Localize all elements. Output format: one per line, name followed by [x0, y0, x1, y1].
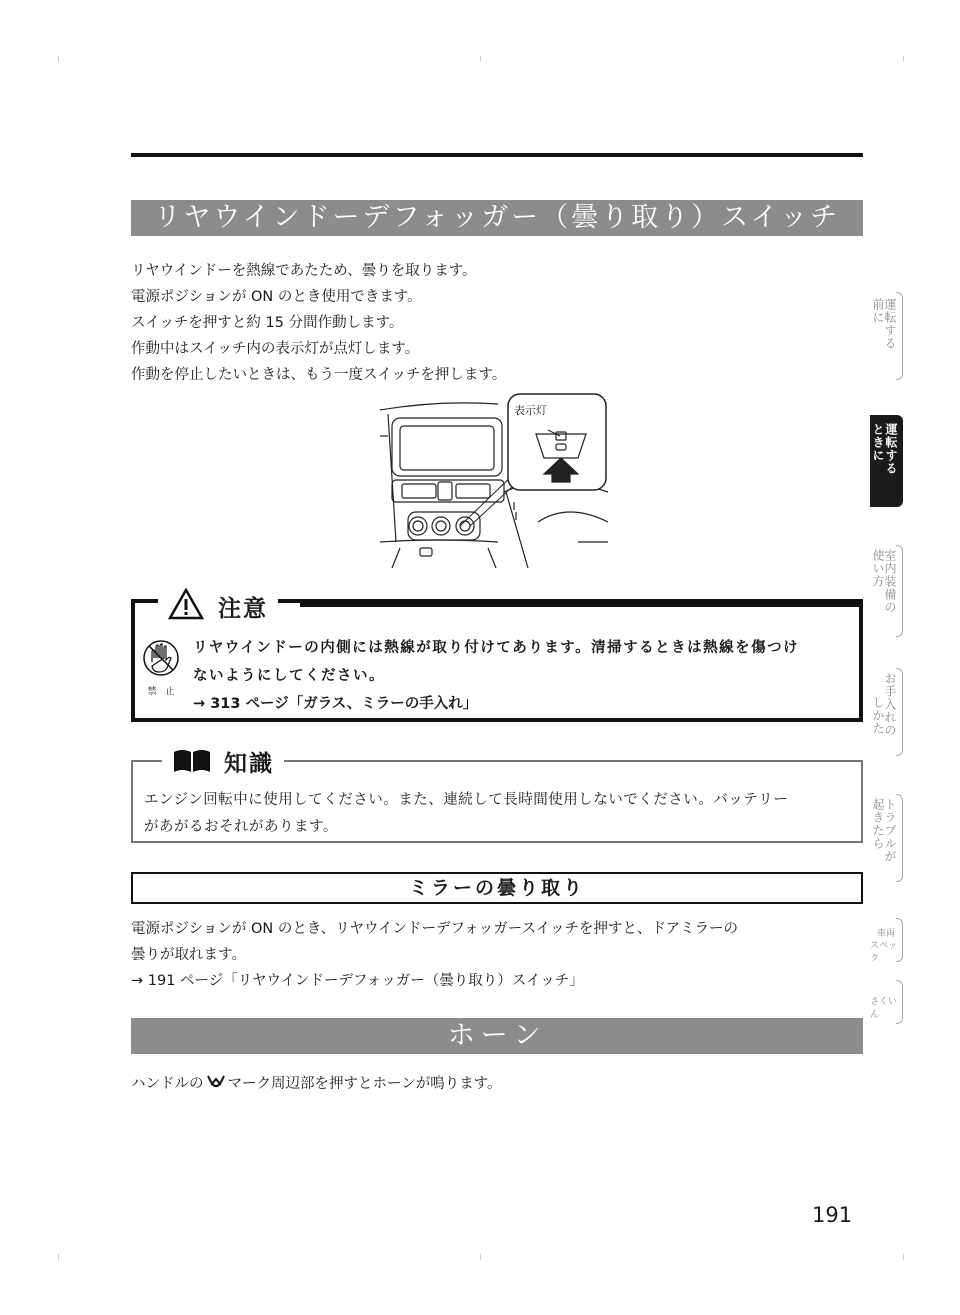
crop-mark — [903, 56, 904, 62]
body-line: リヤウインドーを熱線であたため、曇りを取ります。 — [131, 263, 477, 279]
crop-mark — [58, 56, 59, 62]
knowledge-body — [144, 787, 856, 841]
tab-label: ときに — [871, 423, 885, 462]
horn-text-before: ハンドルの — [131, 1076, 204, 1092]
body-line: 作動中はスイッチ内の表示灯が点灯します。 — [131, 341, 420, 357]
indicator-label: 表示灯 — [514, 404, 547, 417]
book-icon — [172, 746, 212, 778]
caution-header — [158, 588, 278, 624]
tab-label: 運転する — [884, 423, 898, 475]
tab-label: 車両 — [877, 929, 896, 939]
tab-label: しかた — [871, 696, 885, 735]
tab-label: 室内装備の — [883, 549, 897, 614]
side-tab-maintenance[interactable] — [870, 668, 903, 756]
tab-label: 起きたら — [871, 798, 885, 850]
dashboard-illustration — [378, 392, 618, 568]
caution-line: リヤウインドーの内側には熱線が取り付けてあります。清掃するときは熱線を傷つけ — [193, 640, 800, 656]
horn-body — [131, 1072, 502, 1093]
tab-label: 運転する — [883, 298, 897, 350]
tab-label: 使い方 — [871, 549, 885, 588]
section-body — [131, 258, 871, 388]
side-tab-index[interactable] — [870, 980, 903, 1024]
tab-label: お手入れの — [883, 672, 897, 737]
section-title: リヤウインドーデフォッガー（曇り取り）スイッチ — [131, 200, 863, 236]
mirror-line: 曇りが取れます。 — [131, 947, 246, 963]
caution-title: 注意 — [218, 595, 268, 622]
side-tab-specs[interactable] — [870, 918, 903, 962]
mirror-body — [131, 916, 871, 994]
body-line: 作動を停止したいときは、もう一度スイッチを押します。 — [131, 367, 507, 383]
caution-ref: → 313 ページ「ガラス、ミラーの手入れ」 — [193, 696, 478, 712]
crop-mark — [480, 1254, 481, 1260]
tab-label: トラブルが — [883, 798, 897, 863]
tab-label: 前に — [871, 298, 885, 324]
side-tab-while-driving[interactable] — [870, 415, 903, 507]
body-line: スイッチを押すと約 15 分間作動します。 — [131, 315, 404, 331]
horn-icon — [207, 1074, 225, 1092]
caution-body — [193, 634, 853, 718]
knowledge-header — [162, 745, 284, 778]
crop-mark — [58, 1254, 59, 1260]
side-tab-interior[interactable] — [870, 545, 903, 637]
horn-text-after: マーク周辺部を押すとホーンが鳴ります。 — [227, 1076, 502, 1092]
mirror-line: 電源ポジションが ON のとき、リヤウインドーデフォッガースイッチを押すと、ドアミラーの — [131, 921, 739, 937]
side-tab-before-driving[interactable] — [870, 292, 903, 380]
header-rule — [131, 153, 863, 157]
mirror-ref: → 191 ページ「リヤウインドーデフォッガー（曇り取り）スイッチ」 — [131, 973, 584, 989]
warning-triangle-icon — [168, 588, 204, 624]
caution-top-line — [300, 599, 863, 607]
tab-label: さくいん — [870, 997, 898, 1020]
knowledge-line: があがるおそれがあります。 — [144, 819, 338, 835]
prohibit-label: 禁 止 — [147, 687, 175, 697]
mirror-title: ミラーの曇り取り — [131, 872, 863, 904]
horn-title: ホーン — [131, 1018, 863, 1054]
caution-line: ないようにしてください。 — [193, 668, 385, 684]
prohibit-icon — [141, 638, 181, 700]
body-line: 電源ポジションが ON のとき使用できます。 — [131, 289, 422, 305]
crop-mark — [480, 56, 481, 62]
knowledge-line: エンジン回転中に使用してください。また、連続して長時間使用しないでください。バッテリー — [144, 792, 789, 808]
tab-label: スペック — [870, 941, 898, 964]
side-tab-trouble[interactable] — [870, 794, 903, 882]
knowledge-title: 知識 — [224, 751, 274, 777]
crop-mark — [903, 1254, 904, 1260]
page-number: 191 — [812, 1203, 853, 1227]
